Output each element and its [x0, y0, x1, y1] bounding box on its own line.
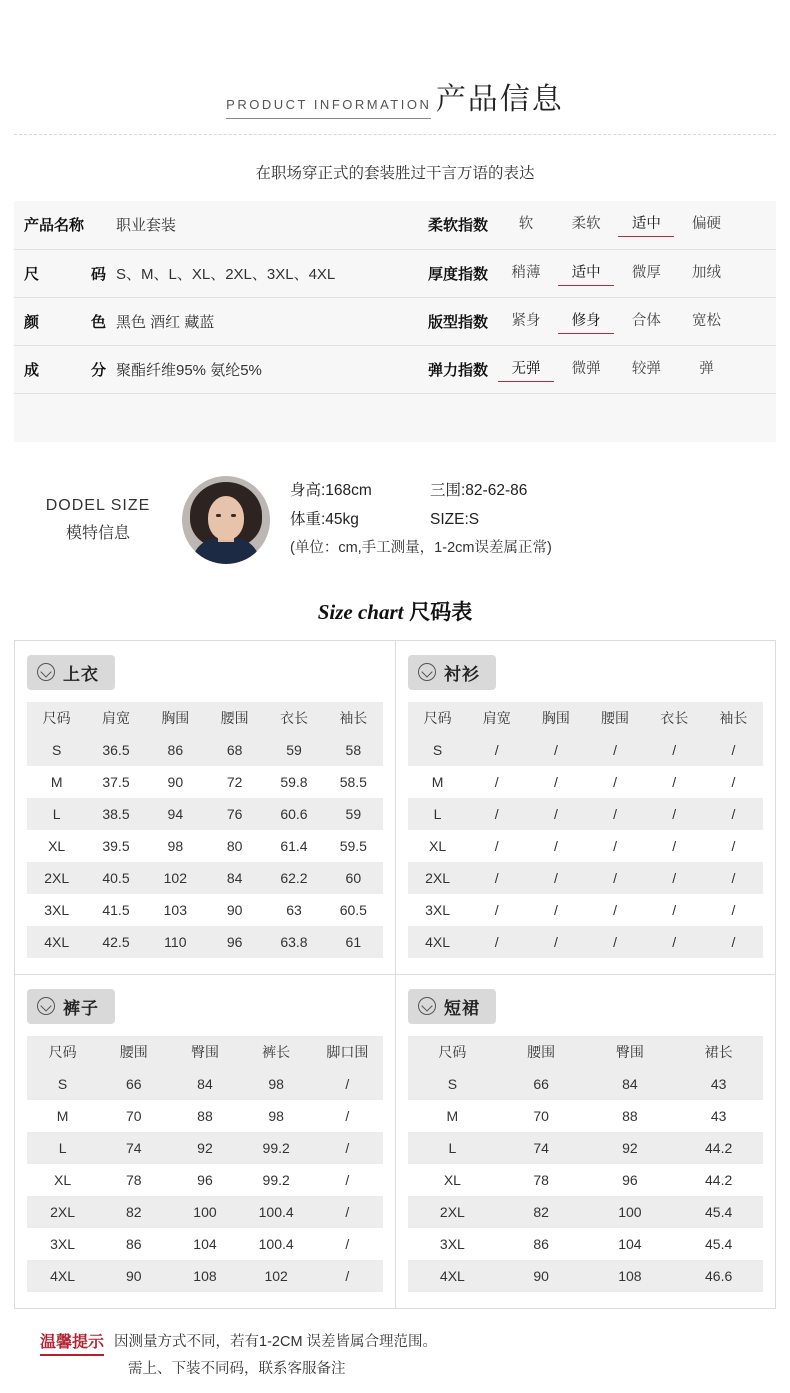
section-header-top[interactable] [27, 655, 115, 690]
model-label-cn: 模特信息 [65, 524, 130, 542]
cell: 86 [167, 741, 184, 758]
cell: 60 [345, 869, 362, 886]
cell: 86 [533, 1235, 549, 1252]
cell: 59 [345, 805, 362, 822]
avatar-eye-right [231, 514, 236, 517]
elasticity-option-0-selected[interactable]: 无弹 [498, 357, 554, 382]
table-row [408, 1164, 763, 1196]
model-row-2 [290, 506, 552, 535]
thickness-options [498, 249, 776, 297]
size-table-skirt [408, 1036, 763, 1292]
cell: 96 [622, 1171, 638, 1188]
cell: / [553, 901, 558, 918]
col-length: 衣长 [264, 702, 323, 734]
col-hem: 脚口围 [312, 1036, 383, 1068]
cell: 100 [193, 1203, 217, 1220]
cell: / [345, 1139, 350, 1156]
cell: / [494, 773, 499, 790]
cell: / [553, 805, 558, 822]
row-label-color-b: 色 [90, 313, 106, 331]
cell: 42.5 [102, 933, 130, 950]
cell: / [345, 1107, 350, 1124]
cell: / [345, 1267, 350, 1284]
size-tables-row-1 [14, 640, 776, 974]
col-bust: 胸围 [526, 702, 585, 734]
page-title: 产品信息 [435, 83, 564, 116]
cell: 39.5 [102, 837, 130, 854]
cell: 2XL [50, 1203, 76, 1220]
header-eyebrow: PRODUCT INFORMATION [226, 97, 431, 119]
size-chart-title-cn: 尺码表 [409, 600, 473, 624]
product-info-table [14, 201, 776, 394]
col-waist: 腰围 [497, 1036, 586, 1068]
cell: / [345, 1075, 350, 1092]
avatar-eye-left [216, 514, 221, 517]
tip-text [114, 1329, 437, 1384]
table-row [27, 1068, 383, 1100]
section-title-shirt: 衬衫 [444, 664, 480, 684]
cell: / [553, 837, 558, 854]
size-section-top [15, 641, 395, 974]
cell: 59 [286, 741, 302, 758]
cell: / [494, 901, 499, 918]
cell: 4XL [50, 1267, 76, 1284]
col-size: 尺码 [408, 1036, 497, 1068]
cell: 62.2 [280, 869, 308, 886]
table-row [408, 1068, 763, 1100]
elasticity-option-2[interactable]: 较弹 [631, 360, 661, 377]
cell: / [494, 837, 499, 854]
cell: / [731, 901, 736, 918]
table-row [408, 1100, 763, 1132]
cell: / [672, 901, 677, 918]
cell: 102 [163, 869, 187, 886]
cell: 99.2 [262, 1171, 290, 1188]
table-row [27, 894, 383, 926]
cell: 59.8 [280, 773, 308, 790]
size-table-shirt [408, 702, 763, 958]
cell: 76 [226, 805, 243, 822]
cell: 78 [125, 1171, 142, 1188]
table-row [408, 894, 763, 926]
cell: 44.2 [705, 1139, 733, 1156]
elasticity-option-3[interactable]: 弹 [699, 360, 714, 377]
cell: 43 [710, 1107, 727, 1124]
cell: 98 [268, 1107, 284, 1124]
cell: / [672, 805, 677, 822]
cell: 74 [533, 1139, 549, 1156]
cell: L [448, 1139, 457, 1156]
cell: 66 [125, 1075, 142, 1092]
cell: L [52, 805, 61, 822]
cell: / [731, 773, 736, 790]
cell: / [672, 741, 677, 758]
cell: M [446, 1107, 459, 1124]
table-row [408, 1132, 763, 1164]
cell: 92 [622, 1139, 638, 1156]
thickness-option-1-selected[interactable]: 适中 [558, 261, 614, 286]
col-sleeve: 袖长 [704, 702, 763, 734]
cell: 45.4 [705, 1235, 733, 1252]
cell: 2XL [44, 869, 70, 886]
col-bust: 胸围 [146, 702, 205, 734]
cell: / [731, 805, 736, 822]
cell: 92 [197, 1139, 213, 1156]
cell: / [672, 773, 677, 790]
chevron-down-icon [418, 997, 436, 1015]
size-table-top [27, 702, 383, 958]
cell: M [56, 1107, 69, 1124]
cell: 88 [197, 1107, 213, 1124]
cell: / [731, 837, 736, 854]
table-row [408, 798, 763, 830]
table-row [408, 1228, 763, 1260]
cell: 100.4 [258, 1235, 294, 1252]
cell: 4XL [425, 933, 451, 950]
table-row [14, 345, 776, 393]
cell: 61 [345, 933, 362, 950]
cell: / [613, 773, 617, 790]
model-height: 身高:168cm [290, 482, 372, 500]
cell: / [613, 837, 617, 854]
table-row [27, 766, 383, 798]
model-label-en: DODEL SIZE [45, 497, 151, 515]
table-row [408, 734, 763, 766]
size-table-pants [27, 1036, 383, 1292]
cell: / [672, 933, 677, 950]
cell: 63.8 [280, 933, 308, 950]
cell: / [672, 837, 677, 854]
tip-line-2: 需上、下装不同码，联系客服备注 [128, 1361, 346, 1378]
row-value-product-name: 职业套装 [112, 201, 390, 249]
cell: / [613, 805, 617, 822]
table-header-row [27, 702, 383, 734]
cell: XL [48, 837, 66, 854]
row-label-material-a: 成 [24, 361, 40, 379]
thickness-option-2[interactable]: 微厚 [631, 264, 661, 281]
table-row [27, 1260, 383, 1292]
col-sleeve: 袖长 [324, 702, 383, 734]
cell: / [731, 869, 736, 886]
table-row [27, 798, 383, 830]
cell: 80 [226, 837, 243, 854]
fit-option-1-selected[interactable]: 修身 [558, 309, 614, 334]
row-label-elasticity: 弹力指数 [390, 345, 498, 393]
softness-option-3[interactable]: 偏硬 [692, 216, 722, 233]
fit-option-2[interactable]: 合体 [631, 312, 661, 329]
fit-options [498, 297, 776, 345]
cell: / [553, 933, 558, 950]
table-row [408, 1260, 763, 1292]
section-title-skirt: 短裙 [444, 998, 480, 1018]
table-header-row [408, 702, 763, 734]
cell: 94 [167, 805, 184, 822]
row-label-thickness: 厚度指数 [390, 249, 498, 297]
model-measurements [290, 477, 552, 561]
cell: 41.5 [102, 901, 130, 918]
cell: / [345, 1171, 350, 1188]
model-info-block [14, 476, 776, 570]
row-label-size [14, 249, 112, 297]
cell: L [433, 805, 442, 822]
avatar [182, 476, 270, 564]
cell: 100.4 [258, 1203, 294, 1220]
row-value-size: S、M、L、XL、2XL、3XL、4XL [112, 249, 390, 297]
cell: 46.6 [705, 1267, 733, 1284]
row-label-size-b: 码 [90, 265, 106, 283]
elasticity-option-1[interactable]: 微弹 [571, 360, 601, 377]
cell: 110 [164, 933, 187, 950]
row-label-color-a: 颜 [24, 313, 40, 331]
cell: 98 [167, 837, 184, 854]
cell: XL [429, 837, 447, 854]
cell: 36.5 [102, 741, 130, 758]
footer-tip [40, 1329, 776, 1384]
cell: 98 [268, 1075, 284, 1092]
cell: 84 [622, 1075, 638, 1092]
size-tables-row-2 [14, 974, 776, 1309]
table-header-row [27, 1036, 383, 1068]
table-row [408, 1196, 763, 1228]
cell: / [613, 901, 617, 918]
cell: 4XL [439, 1267, 465, 1284]
cell: 70 [125, 1107, 142, 1124]
cell: 60.6 [280, 805, 308, 822]
cell: M [431, 773, 444, 790]
row-label-product-name: 产品名称 [14, 201, 112, 249]
fit-option-0[interactable]: 紧身 [511, 312, 541, 329]
cell: S [51, 741, 62, 758]
table-row [27, 1196, 383, 1228]
measurement-note: (单位：cm,手工测量，1-2cm误差属正常) [290, 539, 552, 556]
cell: 3XL [44, 901, 70, 918]
softness-option-2-selected[interactable]: 适中 [618, 212, 674, 237]
cell: 59.5 [339, 837, 367, 854]
cell: 38.5 [102, 805, 130, 822]
cell: / [731, 741, 736, 758]
avatar-face [208, 496, 244, 540]
col-size: 尺码 [27, 1036, 98, 1068]
cell: 72 [226, 773, 243, 790]
model-weight: 体重:45kg [290, 511, 359, 529]
row-label-size-a: 尺 [24, 265, 40, 283]
cell: 90 [533, 1267, 549, 1284]
cell: 103 [163, 901, 187, 918]
model-info-label [14, 492, 182, 546]
cell: 108 [193, 1267, 217, 1284]
cell: / [553, 773, 558, 790]
row-label-color [14, 297, 112, 345]
cell: 58.5 [339, 773, 367, 790]
row-label-material [14, 345, 112, 393]
col-pant-length: 裤长 [241, 1036, 312, 1068]
model-size: SIZE:S [430, 511, 480, 529]
softness-option-0[interactable]: 软 [518, 216, 534, 233]
cell: 90 [125, 1267, 142, 1284]
cell: L [58, 1139, 67, 1156]
softness-option-1[interactable]: 柔软 [571, 216, 601, 233]
cell: 90 [226, 901, 243, 918]
col-size: 尺码 [408, 702, 467, 734]
cell: / [613, 933, 617, 950]
size-chart-title [0, 596, 790, 626]
col-waist: 腰围 [205, 702, 264, 734]
row-value-material: 聚酯纤维95% 氨纶5% [112, 345, 390, 393]
cell: / [553, 869, 558, 886]
section-header-shirt[interactable] [408, 655, 496, 690]
col-size: 尺码 [27, 702, 86, 734]
cell: 84 [197, 1075, 213, 1092]
model-row-1 [290, 477, 552, 506]
cell: / [731, 933, 736, 950]
col-shoulder: 肩宽 [86, 702, 145, 734]
col-hip: 臀围 [169, 1036, 240, 1068]
table-row [27, 830, 383, 862]
section-title-pants: 裤子 [63, 998, 99, 1018]
row-label-fit: 版型指数 [390, 297, 498, 345]
cell: 37.5 [102, 773, 130, 790]
softness-options [498, 201, 776, 249]
table-row [27, 926, 383, 958]
cell: 61.4 [280, 837, 308, 854]
size-chart-title-en: Size chart [317, 599, 404, 624]
table-row [408, 766, 763, 798]
cell: 82 [533, 1203, 549, 1220]
row-label-softness: 柔软指数 [390, 201, 498, 249]
cell: XL [54, 1171, 72, 1188]
table-row [27, 862, 383, 894]
table-row [408, 926, 763, 958]
cell: S [57, 1075, 68, 1092]
table-row [27, 1164, 383, 1196]
cell: M [50, 773, 63, 790]
elasticity-options [498, 345, 776, 393]
cell: 108 [618, 1267, 642, 1284]
cell: 3XL [50, 1235, 76, 1252]
cell: / [613, 869, 617, 886]
table-row [14, 249, 776, 297]
col-length: 衣长 [645, 702, 704, 734]
cell: 104 [618, 1235, 642, 1252]
chevron-down-icon [37, 997, 55, 1015]
cell: 104 [193, 1235, 217, 1252]
cell: 86 [125, 1235, 142, 1252]
col-skirt-length: 裙长 [674, 1036, 763, 1068]
section-title-top: 上衣 [63, 664, 99, 684]
cell: S [432, 741, 443, 758]
cell: 84 [226, 869, 243, 886]
row-label-material-b: 分 [90, 361, 106, 379]
chevron-down-icon [37, 663, 55, 681]
section-header-pants[interactable] [27, 989, 115, 1024]
cell: 74 [125, 1139, 142, 1156]
thickness-option-3[interactable]: 加绒 [692, 264, 722, 281]
cell: 43 [710, 1075, 727, 1092]
product-info-panel [14, 201, 776, 442]
cell: 82 [125, 1203, 142, 1220]
cell: 100 [618, 1203, 642, 1220]
cell: 60.5 [339, 901, 367, 918]
table-row [27, 1132, 383, 1164]
fit-option-3[interactable]: 宽松 [692, 312, 722, 329]
size-section-skirt [395, 975, 775, 1308]
col-waist: 腰围 [98, 1036, 169, 1068]
cell: / [494, 869, 499, 886]
table-row [408, 830, 763, 862]
status-badge: 温馨提示 [40, 1329, 104, 1356]
cell: 66 [533, 1075, 549, 1092]
cell: 88 [622, 1107, 638, 1124]
cell: 2XL [425, 869, 451, 886]
cell: 3XL [439, 1235, 465, 1252]
cell: / [494, 741, 499, 758]
cell: 4XL [44, 933, 70, 950]
cell: / [494, 933, 499, 950]
cell: 99.2 [262, 1139, 290, 1156]
cell: / [345, 1235, 350, 1252]
table-row [14, 201, 776, 249]
table-row [27, 1100, 383, 1132]
page-subtitle: 在职场穿正式的套装胜过干言万语的表达 [255, 165, 535, 182]
section-header-skirt[interactable] [408, 989, 496, 1024]
cell: XL [443, 1171, 461, 1188]
table-row [408, 862, 763, 894]
cell: 2XL [439, 1203, 465, 1220]
cell: / [345, 1203, 350, 1220]
cell: / [553, 741, 558, 758]
cell: 58 [345, 741, 362, 758]
model-bust-waist-hip: 三围:82-62-86 [430, 482, 528, 500]
cell: 3XL [425, 901, 451, 918]
header-divider [14, 134, 776, 135]
cell: / [494, 805, 499, 822]
cell: 70 [533, 1107, 549, 1124]
cell: S [447, 1075, 458, 1092]
table-row [27, 1228, 383, 1260]
size-section-shirt [395, 641, 775, 974]
cell: 44.2 [705, 1171, 733, 1188]
table-row [14, 297, 776, 345]
cell: 102 [264, 1267, 288, 1284]
cell: 63 [286, 901, 302, 918]
table-row [27, 734, 383, 766]
col-waist: 腰围 [585, 702, 644, 734]
cell: 96 [226, 933, 243, 950]
cell: 78 [533, 1171, 549, 1188]
col-hip: 臀围 [586, 1036, 675, 1068]
cell: / [613, 741, 617, 758]
row-value-color: 黑色 酒红 藏蓝 [112, 297, 390, 345]
chevron-down-icon [418, 663, 436, 681]
cell: 45.4 [705, 1203, 733, 1220]
tip-line-1: 因测量方式不同，若有1-2CM 误差皆属合理范围。 [114, 1333, 438, 1350]
table-header-row [408, 1036, 763, 1068]
cell: 68 [226, 741, 243, 758]
size-section-pants [15, 975, 395, 1308]
cell: 90 [167, 773, 184, 790]
page-header [0, 0, 790, 126]
col-shoulder: 肩宽 [467, 702, 526, 734]
thickness-option-0[interactable]: 稍薄 [511, 264, 541, 281]
cell: 40.5 [102, 869, 130, 886]
cell: 96 [197, 1171, 213, 1188]
cell: / [672, 869, 677, 886]
